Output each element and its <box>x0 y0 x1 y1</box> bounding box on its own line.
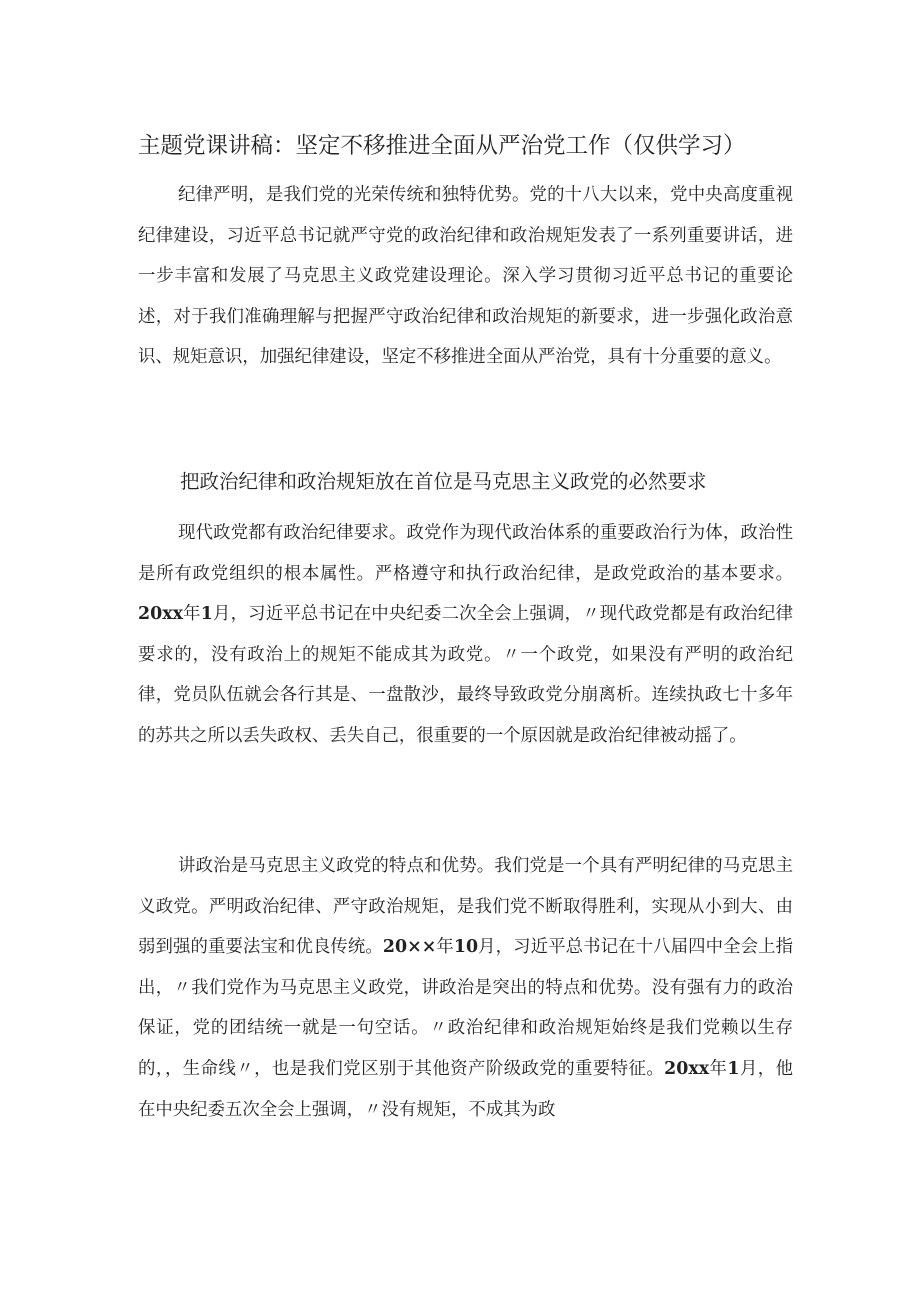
paragraph-text: 月，习近平总书记在十八届四中全会上指出，〃我们党作为马克思主义政党，讲政治是突出的特点和优势。没有强有力的政治保证，党的团结统一就是一句空话。〃政治纪律和政治规矩始终是我们党赖以生存的，，生命线〃，也是我们党区别于其他资产阶级政党的重要特征。 <box>138 937 793 1079</box>
year-value: 20xx <box>664 1058 710 1079</box>
month-value: 1 <box>727 1058 740 1079</box>
intro-paragraph: 纪律严明，是我们党的光荣传统和独特优势。党的十八大以来，党中央高度重视纪律建设，习近平总书记就严守党的政治纪律和政治规矩发表了一系列重要讲话，进一步丰富和发展了马克思主义政党建设理论。深入学习贯彻习近平总书记的重要论述，对于我们准确理解与把握严守政治纪律和政治规矩的新要求，进一步强化政治意识、规矩意识，加强纪律建设，坚定不移推进全面从严治党，具有十分重要的意义。 <box>138 185 793 368</box>
body-paragraph-politics-advantage <box>138 846 793 1130</box>
paragraph-text: 讲政治是马克思主义政党的特点和优势。我们党是一个具有严明纪律的马克思主义政党。严明政治纪律、严守政治规矩，是我们党不断取得胜利，实现从小到大、由弱到强的重要法宝和优良传统。 <box>138 856 793 958</box>
paragraph-text: 月，习近平总书记在中央纪委二次全会上强调，〃现代政党都是有政治纪律要求的，没有政治上的规矩不能成其为政党。〃一个政党，如果没有严明的政治纪律，党员队伍就会各行其是、一盘散沙，最终导致政党分崩离析。连续执政七十多年的苏共之所以丢失政权、丢失自己，很重要的一个原因就是政治纪律被动摇了。 <box>138 604 793 746</box>
paragraph-text: 月，他在中央纪委五次全会上强调，〃没有规矩，不成其为政 <box>138 1058 793 1120</box>
section-heading: 把政治纪律和政治规矩放在首位是马克思主义政党的必然要求 <box>180 470 707 493</box>
year-value: 20xx <box>138 604 183 625</box>
paragraph-text: 年 <box>182 604 201 625</box>
paragraph-text: 现代政党都有政治纪律要求。政党作为现代政治体系的重要政治行为体，政治性是所有政党组织的根本属性。严格遵守和执行政治纪律，是政党政治的基本要求。 <box>138 523 793 584</box>
document-title: 主题党课讲稿：坚定不移推进全面从严治党工作（仅供学习） <box>138 133 746 159</box>
month-value: 1 <box>200 604 213 625</box>
year-value: 20×× <box>382 937 437 958</box>
paragraph-text: 年 <box>436 937 454 958</box>
body-paragraph-political-discipline <box>138 513 793 757</box>
paragraph-text: 年 <box>709 1058 728 1079</box>
month-value: 10 <box>453 937 479 958</box>
